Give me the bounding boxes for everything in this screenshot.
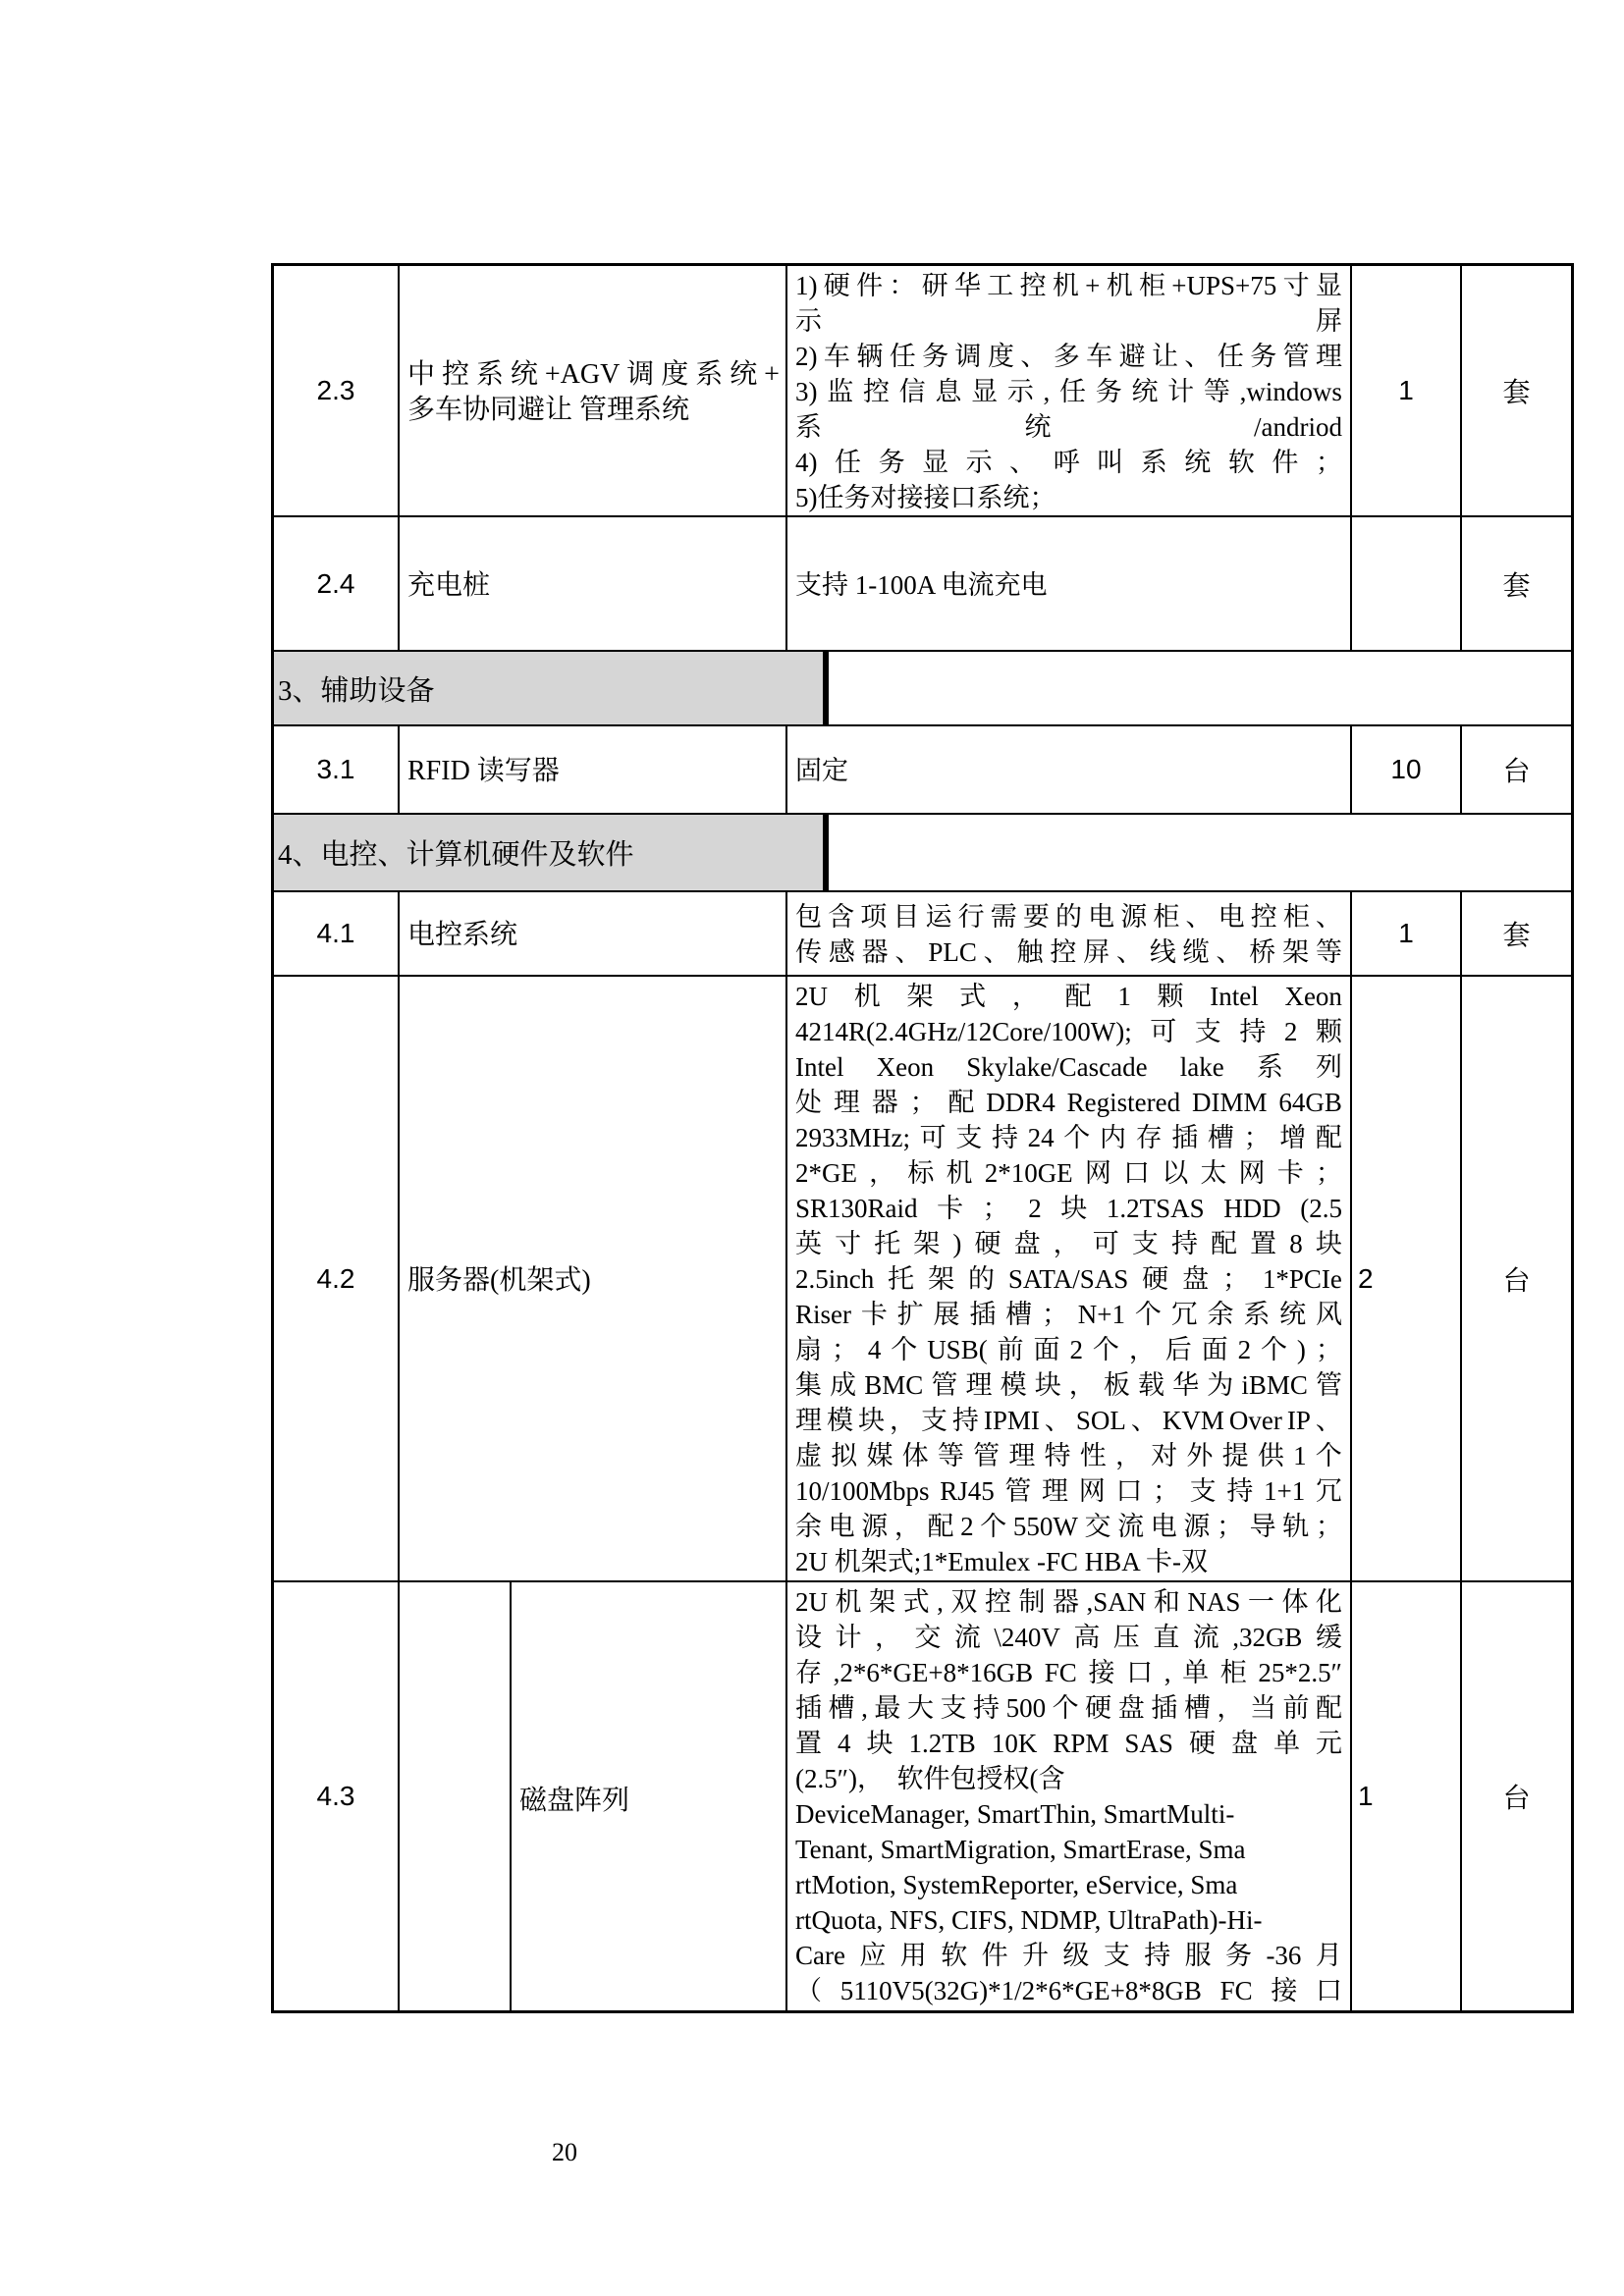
spec-line: 5)任务对接接口系统； [795,483,1056,512]
cell-item-number: 3.1 [274,726,400,813]
cell-specification [787,892,1352,975]
spec-line: 2933MHz; 可 支 持 24 个 内 存 插 槽 ； 增 配 [795,1123,1342,1152]
table-row-4.2 [274,977,1571,1582]
spec-line: 4) 任 务 显 示 、 呼 叫 系 统 软 件 ； [795,448,1342,477]
cell-unit: 台 [1502,1784,1531,1814]
cell-name-spacer [400,1582,512,2010]
table-row-2.3 [274,266,1571,517]
spec-line: 传 感 器 、 PLC 、 触 控 屏 、 线 缆 、 桥 架 等 [795,937,1342,967]
cell-unit: 台 [1502,757,1531,787]
cell-item-name [400,726,787,813]
spec-line: Intel Xeon Skylake/Cascade lake 系 列 [795,1052,1342,1082]
cell-quantity: 1 [1352,1582,1462,2010]
spec-line: 英 寸 托 架 ) 硬 盘 ， 可 支 持 配 置 8 块 [795,1229,1342,1258]
cell-unit: 套 [1502,378,1531,408]
cell-item-name [400,977,787,1580]
cell-quantity: 1 [1352,892,1462,975]
spec-line: 示 屏 [795,306,1342,336]
cell-item-number: 4.2 [274,977,400,1580]
spec-line: （ 5110V5(32G)*1/2*6*GE+8*8GB FC 接 口 [795,1976,1342,2005]
spec-line: 余 电 源 ， 配 2 个 550W 交 流 电 源 ； 导 轨 ； [795,1512,1342,1541]
table-row-4.1 [274,892,1571,977]
spec-line: 固定 [795,756,848,785]
spec-line: RFID 读写器 [407,756,560,786]
cell-unit: 套 [1502,570,1531,602]
cell-quantity: 10 [1352,726,1462,813]
cell-specification [787,1582,1352,2010]
spec-line: 1) 硬 件 ： 研 华 工 控 机 + 机 柜 +UPS+75 寸 显 [795,271,1342,300]
cell-item-number: 2.3 [274,266,400,515]
cell-item-name [400,266,787,515]
cell-quantity [1352,517,1462,650]
spec-line: Riser 卡 扩 展 插 槽 ； N+1 个 冗 余 系 统 风 [795,1300,1342,1329]
spec-line: rtQuota, NFS, CIFS, NDMP, UltraPath)-Hi- [795,1905,1263,1935]
cell-item-name [400,1582,787,2010]
spec-line: 2U 机架式;1*Emulex -FC HBA 卡-双 [795,1547,1209,1576]
equipment-table [271,263,1574,2013]
cell-item-number: 4.3 [274,1582,400,2010]
section-label: 3、辅助设备 [274,652,829,724]
cell-name-text [512,1582,785,2010]
spec-line: 理 模 块 ， 支 持 IPMI 、 SOL 、 KVM Over IP 、 [795,1406,1342,1435]
cell-item-name [400,517,787,650]
spec-line: 多车协同避让 管理系统 [407,395,690,425]
section-header-row [274,652,1571,726]
spec-line: 集 成 BMC 管 理 模 块 ， 板 载 华 为 iBMC 管 [795,1370,1342,1400]
table-row-2.4 [274,517,1571,652]
cell-specification [787,977,1352,1580]
cell-specification [787,266,1352,515]
table-row-3.1 [274,726,1571,815]
spec-line: 2.5inch 托 架 的 SATA/SAS 硬 盘 ； 1*PCIe [795,1264,1342,1294]
spec-line: 中 控 系 统 +AGV 调 度 系 统 + [407,359,780,390]
cell-item-number: 2.4 [274,517,400,650]
spec-line: 虚 拟 媒 体 等 管 理 特 性 ， 对 外 提 供 1 个 [795,1441,1342,1470]
spec-line: 2U 机 架 式 ， 配 1 颗 Intel Xeon [795,982,1342,1011]
spec-line: 10/100Mbps RJ45 管 理 网 口 ； 支 持 1+1 冗 [795,1476,1342,1506]
spec-line: 2U 机 架 式 , 双 控 制 器 ,SAN 和 NAS 一 体 化 [795,1587,1342,1617]
table-row-4.3 [274,1582,1571,2010]
cell-item-name [400,892,787,975]
spec-line: 2) 车 辆 任 务 调 度 、 多 车 避 让 、 任 务 管 理 [795,342,1342,371]
cell-unit: 台 [1502,1265,1531,1297]
spec-line: (2.5″)， 软件包授权(含 [795,1764,1065,1793]
spec-line: 2*GE ， 标 机 2*10GE 网 口 以 太 网 卡 ； [795,1158,1342,1188]
spec-line: SR130Raid 卡 ； 2 块 1.2TSAS HDD (2.5 [795,1194,1342,1223]
spec-line: 设 计 ， 交 流 \240V 高 压 直 流 ,32GB 缓 [795,1623,1342,1652]
section-label: 4、电控、计算机硬件及软件 [274,815,829,890]
spec-line: 充电桩 [407,569,491,601]
spec-line: rtMotion, SystemReporter, eService, Sma [795,1870,1238,1899]
spec-line: 支持 1-100A 电流充电 [795,569,1048,600]
spec-line: Tenant, SmartMigration, SmartErase, Sma [795,1835,1246,1864]
section-header-row [274,815,1571,892]
cell-quantity: 1 [1352,266,1462,515]
cell-item-number: 4.1 [274,892,400,975]
cell-specification [787,517,1352,650]
spec-line: 处 理 器 ； 配 DDR4 Registered DIMM 64GB [795,1088,1342,1117]
cell-unit: 套 [1502,921,1531,951]
spec-line: 扇 ； 4 个 USB( 前 面 2 个 ， 后 面 2 个 ) ； [795,1335,1342,1364]
spec-line: 3) 监 控 信 息 显 示 , 任 务 统 计 等 ,windows [795,377,1342,406]
spec-line: 服务器(机架式) [407,1264,591,1296]
spec-line: 系 统 /andriod [795,412,1342,442]
spec-line: DeviceManager, SmartThin, SmartMulti- [795,1799,1235,1829]
spec-line: Care 应 用 软 件 升 级 支 持 服 务 -36 月 [795,1941,1342,1970]
cell-quantity: 2 [1352,977,1462,1580]
spec-line: 磁盘阵列 [519,1786,630,1816]
cell-specification [787,726,1352,813]
spec-line: 4214R(2.4GHz/12Core/100W); 可 支 持 2 颗 [795,1017,1342,1046]
spec-line: 插 槽 , 最 大 支 持 500 个 硬 盘 插 槽 ， 当 前 配 [795,1693,1342,1723]
spec-line: 存 ,2*6*GE+8*16GB FC 接 口 , 单 柜 25*2.5″ [795,1658,1342,1687]
spec-line: 置 4 块 1.2TB 10K RPM SAS 硬 盘 单 元 [795,1729,1342,1758]
page-number: 20 [552,2138,577,2166]
spec-line: 包 含 项 目 运 行 需 要 的 电 源 柜 、 电 控 柜 、 [795,902,1342,932]
spec-line: 电控系统 [407,920,518,950]
